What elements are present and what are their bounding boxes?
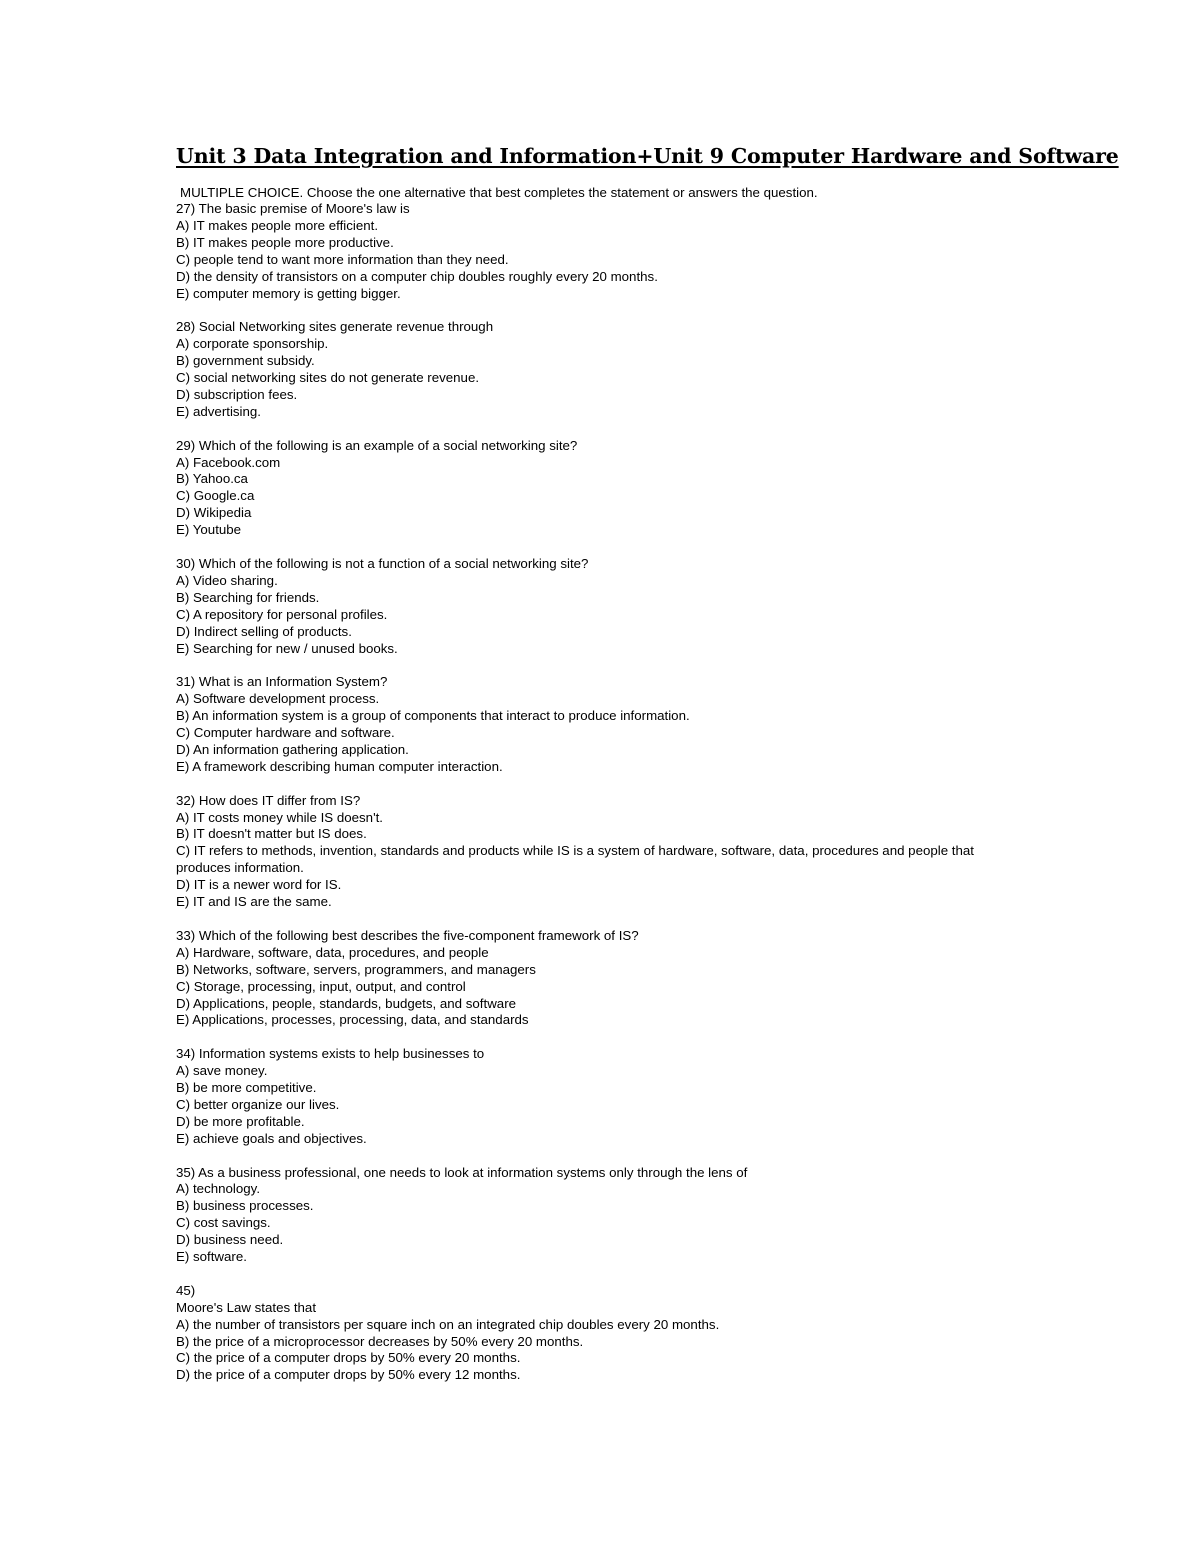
question-stem: Moore's Law states that — [176, 1299, 317, 1315]
question-block — [176, 201, 1056, 302]
answer-option: E) IT and IS are the same. — [176, 894, 332, 910]
question-stem: 32) How does IT differ from IS? — [176, 792, 361, 808]
answer-option: D) IT is a newer word for IS. — [176, 877, 342, 893]
question-stem: 30) Which of the following is not a function of a social networking site? — [176, 555, 589, 571]
answer-option: B) An information system is a group of components that interact to produce information. — [176, 708, 690, 724]
question-block — [176, 1283, 1056, 1384]
answer-option: A) Software development process. — [176, 691, 380, 707]
answer-option: C) people tend to want more information than they need. — [176, 251, 509, 267]
answer-option: C) the price of a computer drops by 50% every 20 months. — [176, 1350, 521, 1366]
answer-option: A) Video sharing. — [176, 572, 278, 588]
question-stem: 31) What is an Information System? — [176, 674, 388, 690]
question-block — [176, 319, 1056, 420]
question-stem: 35) As a business professional, one needs to look at information systems only through the lens of — [176, 1164, 748, 1180]
question-block — [176, 1046, 1056, 1147]
answer-option: D) business need. — [176, 1232, 284, 1248]
answer-option: E) Applications, processes, processing, data, and standards — [176, 1012, 529, 1028]
answer-option: A) save money. — [176, 1063, 268, 1079]
answer-option: A) Hardware, software, data, procedures, and people — [176, 944, 489, 960]
answer-option: D) Applications, people, standards, budgets, and software — [176, 995, 517, 1011]
answer-option: E) computer memory is getting bigger. — [176, 285, 401, 301]
question-block — [176, 1165, 1056, 1266]
question-stem: 28) Social Networking sites generate revenue through — [176, 319, 494, 335]
answer-option: D) the price of a computer drops by 50% every 12 months. — [176, 1367, 521, 1383]
question-stem: 27) The basic premise of Moore's law is — [176, 201, 410, 216]
answer-option: B) Yahoo.ca — [176, 471, 248, 487]
answer-option: B) be more competitive. — [176, 1080, 317, 1096]
answer-option: C) Google.ca — [176, 488, 255, 504]
answer-option: E) software. — [176, 1249, 247, 1265]
question-block — [176, 674, 1056, 775]
answer-option: A) IT makes people more efficient. — [176, 217, 379, 233]
answer-option: D) subscription fees. — [176, 386, 298, 402]
answer-option: E) Youtube — [176, 522, 242, 538]
answer-option: B) business processes. — [176, 1198, 314, 1214]
answer-option: C) Computer hardware and software. — [176, 725, 395, 741]
answer-option: B) Networks, software, servers, programmers, and managers — [176, 961, 536, 977]
answer-option: A) the number of transistors per square inch on an integrated chip doubles every 20 months. — [176, 1316, 720, 1332]
document-title: Unit 3 Data Integration and Information+Unit 9 Computer Hardware and Software — [176, 144, 1119, 168]
question-block — [176, 556, 1056, 657]
answer-option: B) Searching for friends. — [176, 589, 320, 605]
answer-option: D) be more profitable. — [176, 1113, 305, 1129]
question-stem: 29) Which of the following is an example of a social networking site? — [176, 437, 578, 453]
document-page — [176, 140, 1119, 1401]
answer-option: B) government subsidy. — [176, 353, 315, 369]
answer-option: E) achieve goals and objectives. — [176, 1130, 367, 1146]
answer-option: C) social networking sites do not generate revenue. — [176, 370, 480, 386]
answer-option: C) Storage, processing, input, output, and control — [176, 978, 466, 994]
answer-option: B) IT doesn't matter but IS does. — [176, 826, 367, 842]
answer-option: A) IT costs money while IS doesn't. — [176, 809, 384, 825]
answer-option: C) better organize our lives. — [176, 1096, 340, 1112]
answer-option: E) advertising. — [176, 403, 261, 419]
answer-option: B) IT makes people more productive. — [176, 234, 394, 250]
answer-option: C) cost savings. — [176, 1215, 271, 1231]
question-block — [176, 793, 1056, 911]
question-block — [176, 928, 1056, 1029]
question-block — [176, 438, 1056, 539]
answer-option: C) A repository for personal profiles. — [176, 606, 388, 622]
question-number: 45) — [176, 1282, 196, 1298]
answer-option: D) An information gathering application. — [176, 741, 409, 757]
answer-option: D) Wikipedia — [176, 505, 252, 521]
instructions: MULTIPLE CHOICE. Choose the one alternative that best completes the statement or answers the question. — [180, 185, 818, 200]
answer-option: B) the price of a microprocessor decreases by 50% every 20 months. — [176, 1333, 584, 1349]
answer-option: D) Indirect selling of products. — [176, 623, 352, 639]
question-list — [176, 201, 1056, 1384]
question-stem: 33) Which of the following best describes the five-component framework of IS? — [176, 927, 639, 943]
answer-option: E) A framework describing human computer interaction. — [176, 758, 503, 774]
question-stem: 34) Information systems exists to help businesses to — [176, 1046, 485, 1062]
answer-option: D) the density of transistors on a computer chip doubles roughly every 20 months. — [176, 268, 658, 284]
answer-option: E) Searching for new / unused books. — [176, 640, 398, 656]
answer-option: C) IT refers to methods, invention, standards and products while IS is a system of hardware, software, data, procedures and people that produces information. — [176, 843, 974, 876]
answer-option: A) technology. — [176, 1181, 261, 1197]
answer-option: A) Facebook.com — [176, 454, 281, 470]
answer-option: A) corporate sponsorship. — [176, 336, 329, 352]
